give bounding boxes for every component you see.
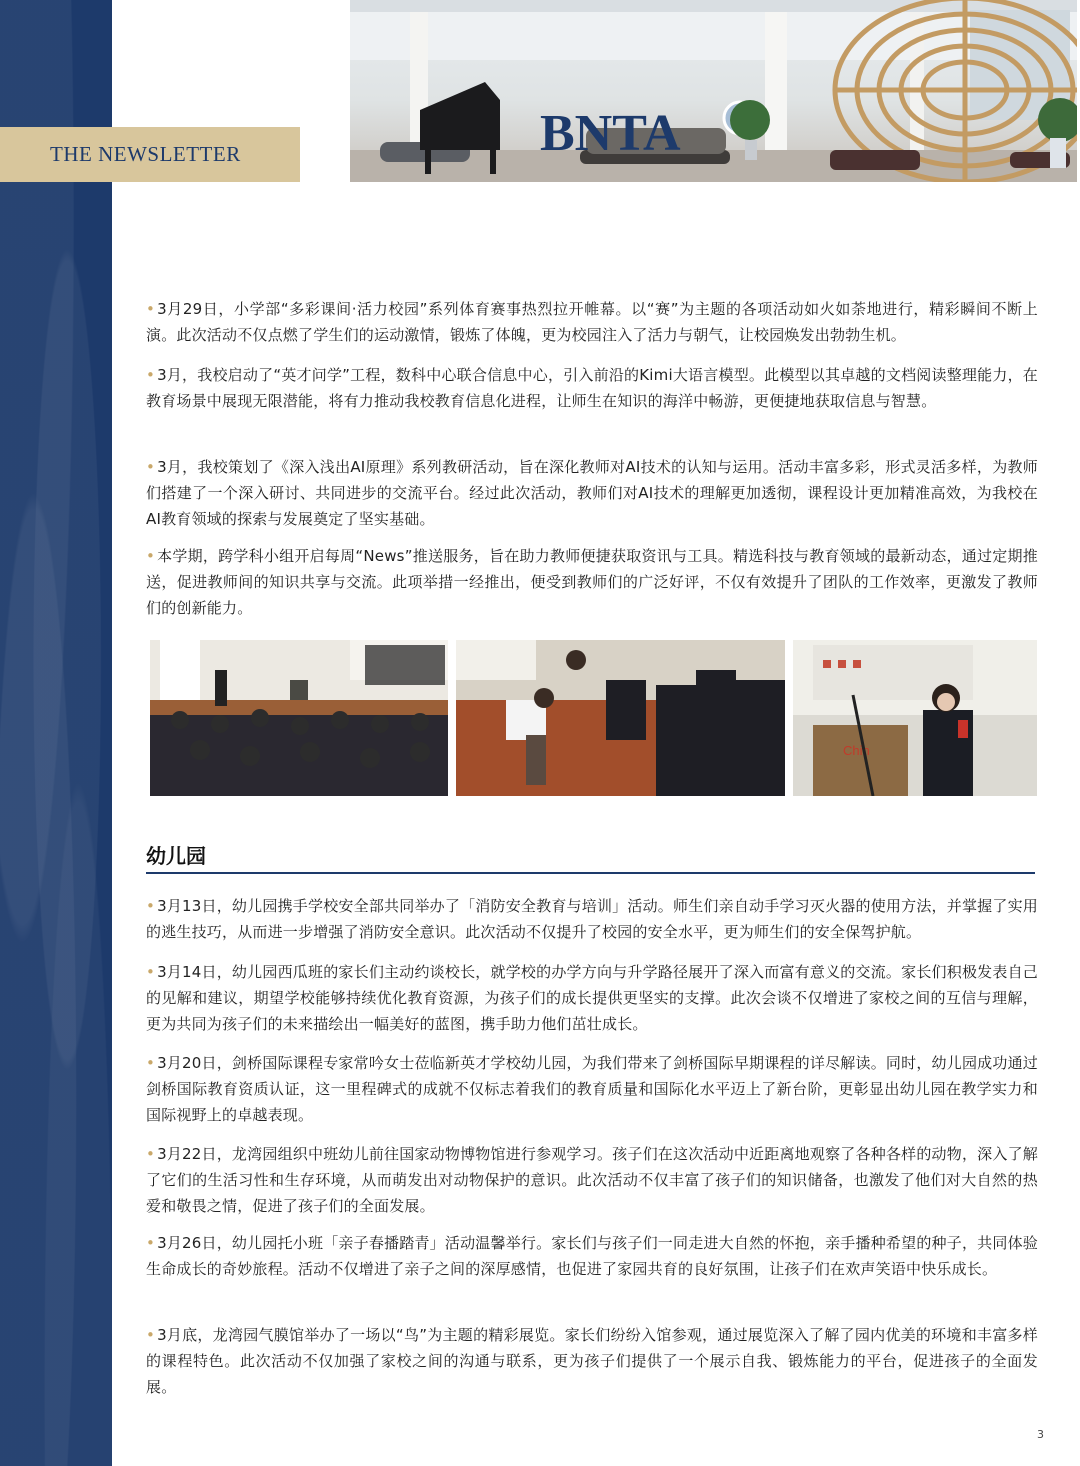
section-title-kindergarten: 幼儿园 <box>146 844 206 868</box>
paragraph-primary-2: • 3月，我校启动了“英才问学”工程，数科中心联合信息中心，引入前沿的Kimi大语言模型。此模型以其卓越的文档阅读整理能力，在教育场景中展现无限潜能，将有力推动我校教育信息化进程，让师生在知识的海洋中畅游，更便捷地获取信息与智慧。 <box>146 366 1038 410</box>
bullet-dot: • <box>146 1234 156 1252</box>
newsletter-label: THE NEWSLETTER <box>50 142 241 166</box>
bullet-dot: • <box>146 300 156 318</box>
bnta-sign: BNTA <box>540 105 681 162</box>
bullet-dot: • <box>146 897 156 915</box>
paragraph-kindergarten-5: • 3月26日，幼儿园托小班「亲子春播踏青」活动温馨举行。家长们与孩子们一同走进大自然的怀抱，亲手播种希望的种子，共同体验生命成长的奇妙旅程。活动不仅增进了亲子之间的深厚感情，也促进了家园共育的良好氛围，让孩子们在欢声笑语中快乐成长。 <box>146 1234 1038 1278</box>
photo-podium-sign: Chin <box>843 743 870 758</box>
paragraph-kindergarten-4: • 3月22日，龙湾园组织中班幼儿前往国家动物博物馆进行参观学习。孩子们在这次活动中近距离地观察了各种各样的动物，深入了解了它们的生活习性和生存环境，从而萌发出对动物保护的意识。此次活动不仅丰富了孩子们的知识储备，也激发了他们对大自然的热爱和敬畏之情，促进了孩子们的全面发展。 <box>146 1145 1038 1215</box>
bullet-dot: • <box>146 1054 156 1072</box>
page-number: 3 <box>1037 1428 1044 1441</box>
paragraph-kindergarten-3: • 3月20日，剑桥国际课程专家常吟女士莅临新英才学校幼儿园，为我们带来了剑桥国际早期课程的详尽解读。同时，幼儿园成功通过剑桥国际教育资质认证，这一里程碑式的成就不仅标志着我们的教育质量和国际化水平迈上了新台阶，更彰显出幼儿园在教学实力和国际视野上的卓越表现。 <box>146 1054 1038 1124</box>
photo-classroom-activity <box>456 640 785 796</box>
newsletter-banner <box>0 127 300 182</box>
section-divider <box>146 872 1035 874</box>
paragraph-primary-1: • 3月29日，小学部“多彩课间·活力校园”系列体育赛事热烈拉开帷幕。以“赛”为主题的各项活动如火如荼地进行，精彩瞬间不断上演。此次活动不仅点燃了学生们的运动激情，锻炼了体魄，更为校园注入了活力与朝气，让校园焕发出勃勃生机。 <box>146 300 1038 344</box>
paragraph-primary-4: • 本学期，跨学科小组开启每周“News”推送服务，旨在助力教师便捷获取资讯与工具。精选科技与教育领域的最新动态，通过定期推送，促进教师间的知识共享与交流。此项举措一经推出，便受到教师们的广泛好评，不仅有效提升了团队的工作效率，更激发了教师们的创新能力。 <box>146 547 1038 617</box>
bullet-dot: • <box>146 366 156 384</box>
photo-student-speaker <box>793 640 1037 796</box>
bullet-dot: • <box>146 1326 156 1344</box>
decorative-sidebar <box>0 0 112 1466</box>
bullet-dot: • <box>146 547 156 565</box>
bullet-dot: • <box>146 458 156 476</box>
paragraph-kindergarten-6: • 3月底，龙湾园气膜馆举办了一场以“鸟”为主题的精彩展览。家长们纷纷入馆参观，通过展览深入了解了园内优美的环境和丰富多样的课程特色。此次活动不仅加强了家校之间的沟通与联系，更为孩子们提供了一个展示自我、锻炼能力的平台，促进孩子的全面发展。 <box>146 1326 1038 1396</box>
header-photo-lobby <box>350 0 1077 182</box>
paragraph-kindergarten-2: • 3月14日，幼儿园西瓜班的家长们主动约谈校长，就学校的办学方向与升学路径展开了深入而富有意义的交流。家长们积极发表自己的见解和建议，期望学校能够持续优化教育资源，为孩子们的成长提供更坚实的支撑。此次会谈不仅增进了家校之间的互信与理解，更为共同为孩子们的未来描绘出一幅美好的蓝图，携手助力他们茁壮成长。 <box>146 963 1038 1033</box>
paragraph-primary-3: • 3月，我校策划了《深入浅出AI原理》系列教研活动，旨在深化教师对AI技术的认知与运用。活动丰富多彩，形式灵活多样，为教师们搭建了一个深入研讨、共同进步的交流平台。经过此次活动，教师们对AI技术的理解更加透彻，课程设计更加精准高效，为我校在AI教育领域的探索与发展奠定了坚实基础。 <box>146 458 1038 528</box>
bullet-dot: • <box>146 963 156 981</box>
bullet-dot: • <box>146 1145 156 1163</box>
photo-assembly-room <box>150 640 448 796</box>
paragraph-kindergarten-1: • 3月13日，幼儿园携手学校安全部共同举办了「消防安全教育与培训」活动。师生们亲自动手学习灭火器的使用方法，并掌握了实用的逃生技巧，从而进一步增强了消防安全意识。此次活动不仅提升了校园的安全水平，更为师生们的安全保驾护航。 <box>146 897 1038 941</box>
lobby-illustration <box>350 0 1077 182</box>
